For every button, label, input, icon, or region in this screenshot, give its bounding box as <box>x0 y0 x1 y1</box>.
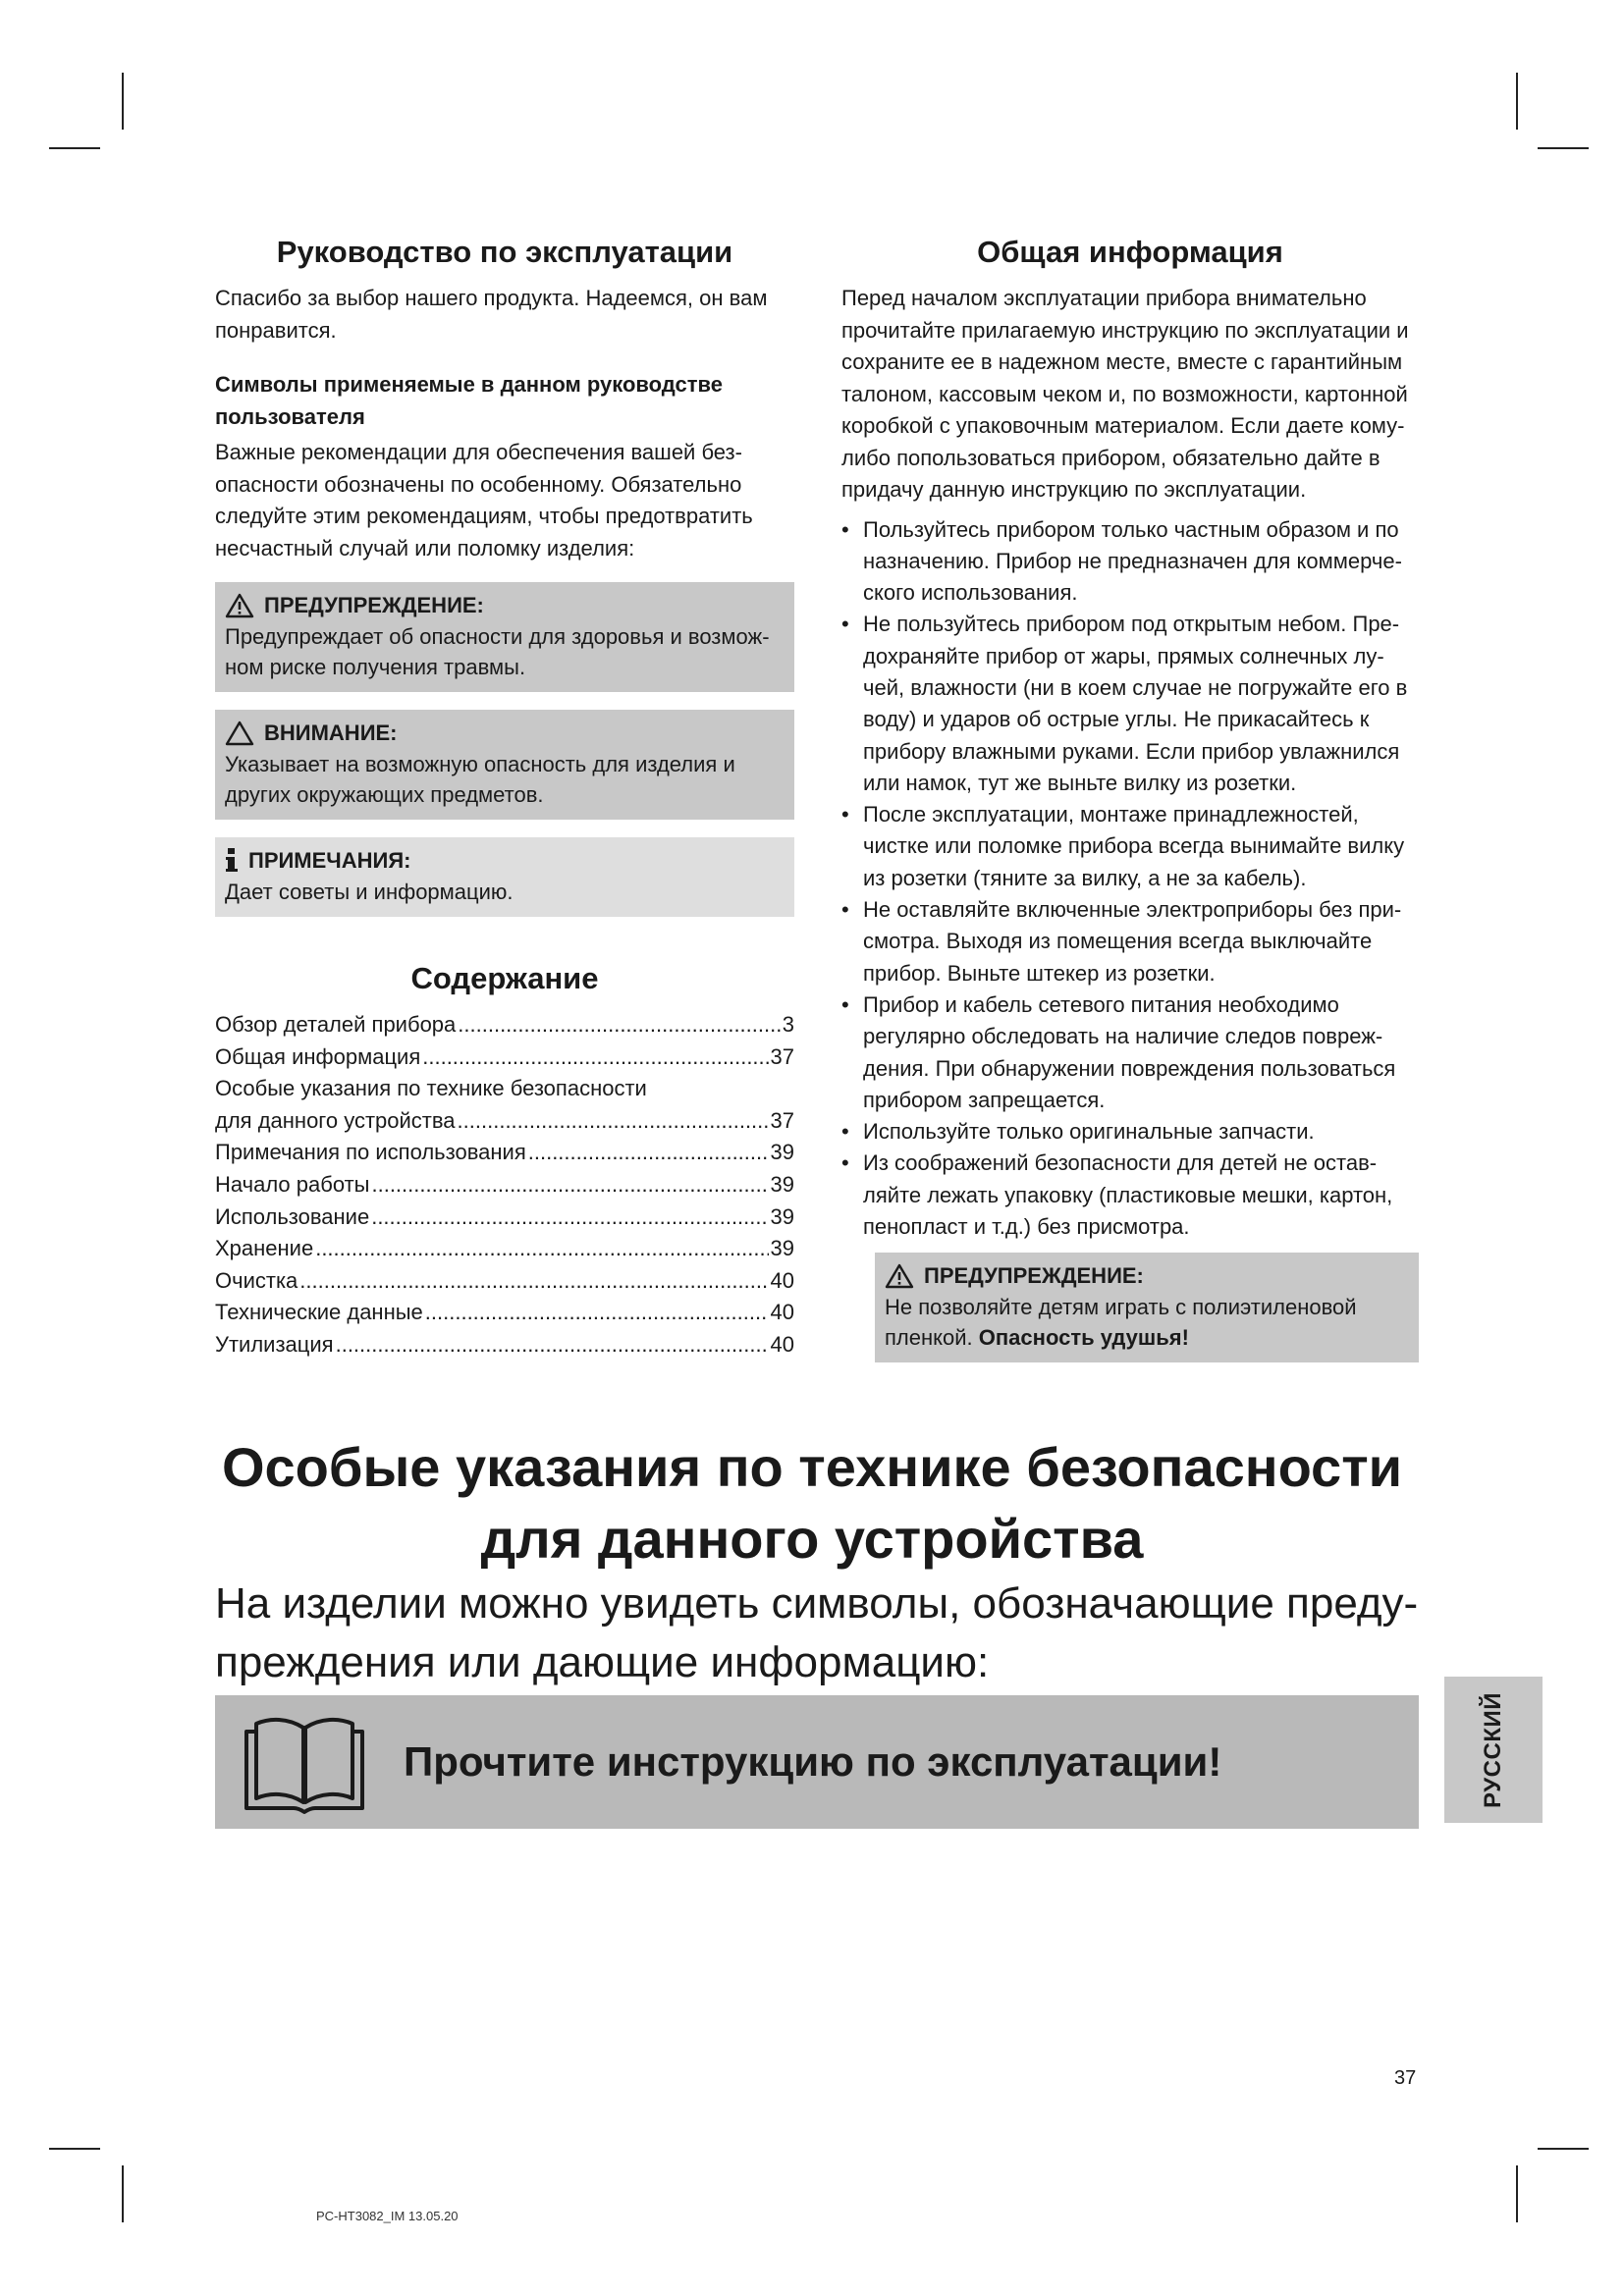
open-book-icon <box>231 1708 378 1816</box>
note-box <box>215 837 794 917</box>
caution-box <box>215 710 794 820</box>
toc-row[interactable] <box>215 1105 794 1138</box>
suffocation-warning-box <box>875 1253 1419 1362</box>
toc-row[interactable] <box>215 1009 794 1041</box>
language-tab <box>1444 1677 1543 1823</box>
toc-page: 39 <box>770 1203 794 1229</box>
language-label: РУССКИЙ <box>1480 1691 1506 1808</box>
safety-title-line: Особые указания по технике безопасности <box>221 1436 1403 1498</box>
symbols-text: Важные рекомендации для обеспечения вашей без-опасности обозначены по особенному. Обязательно следуйте этим рекомендациям, чтобы предотвратить несчастный случай или поломку изделия: <box>215 440 753 561</box>
toc-label: Общая информация <box>215 1043 421 1069</box>
info-icon <box>225 848 239 874</box>
toc-row[interactable] <box>215 1201 794 1234</box>
toc-label: Особые указания по технике безопасности <box>215 1076 647 1101</box>
toc-label: Технические данные <box>215 1300 423 1325</box>
crop-mark <box>49 2148 100 2150</box>
read-manual-box <box>215 1695 1419 1829</box>
list-item: • Не оставляйте включенные электроприборы без при-смотра. Выходя из помещения всегда выключайте прибор. Выньте штекер из розетки. <box>841 897 1402 986</box>
caution-triangle-icon <box>225 721 254 746</box>
toc-label: Утилизация <box>215 1331 334 1357</box>
safety-subtitle: На изделии можно увидеть символы, обозначающие преду-преждения или дающие информацию: <box>215 1579 1419 1686</box>
crop-mark <box>1538 2148 1589 2150</box>
warning-box <box>215 582 794 692</box>
footer-code: PC-HT3082_IM 13.05.20 <box>316 2209 459 2223</box>
toc-row[interactable] <box>215 1137 794 1169</box>
toc-page: 39 <box>770 1140 794 1165</box>
warning-text: Предупреждает об опасности для здоровья и возмож-ном риске получения травмы. <box>225 624 770 679</box>
safety-bullets <box>841 514 1419 1244</box>
toc-label: Хранение <box>215 1236 314 1261</box>
toc-page: 40 <box>770 1331 794 1357</box>
toc-row[interactable] <box>215 1329 794 1362</box>
manual-title: Руководство по эксплуатации <box>276 235 733 269</box>
list-item: • Не пользуйтесь прибором под открытым небом. Пре-дохраняйте прибор от жары, прямых солнечных лу-чей, влажности (ни в коем случае не погружайте его в воду) и ударов об острые углы. Не прикасайтесь к прибору влажными руками. Если прибор увлажнился или намок, тут же выньте вилку из розетки. <box>841 612 1408 795</box>
note-title: ПРИМЕЧАНИЯ: <box>248 848 411 873</box>
page-number: 37 <box>1394 2067 1417 2089</box>
list-item: • После эксплуатации, монтаже принадлежностей, чистке или поломке прибора всегда вынимайте вилку из розетки (тяните за вилку, а не за кабель). <box>841 802 1405 890</box>
crop-mark <box>1516 73 1518 130</box>
right-column <box>841 234 1419 1362</box>
toc-row[interactable] <box>215 1233 794 1265</box>
list-item: • Из соображений безопасности для детей не остав-ляйте лежать упаковку (пластиковые мешки, картон, пенопласт и т.д.) без присмотра. <box>841 1150 1393 1240</box>
caution-text: Указывает на возможную опасность для изделия и других окружающих предметов. <box>225 752 735 807</box>
thanks-text: Спасибо за выбор нашего продукта. Надеемся, он вам понравится. <box>215 286 768 343</box>
toc-row[interactable] <box>215 1265 794 1298</box>
safety-title <box>147 1431 1477 1575</box>
table-of-contents <box>215 1009 794 1362</box>
note-text: Дает советы и информацию. <box>225 880 514 904</box>
toc-page: 3 <box>782 1012 794 1037</box>
toc-label: для данного устройства <box>215 1107 456 1133</box>
toc-page: 39 <box>770 1236 794 1261</box>
list-item: • Прибор и кабель сетевого питания необходимо регулярно обследовать на наличие следов повреж-дения. При обнаружении повреждения пользоваться прибором запрещается. <box>841 991 1396 1112</box>
toc-label: Очистка <box>215 1267 298 1293</box>
toc-page: 40 <box>770 1267 794 1293</box>
general-title: Общая информация <box>977 235 1283 269</box>
warning-emphasis: Опасность удушья! <box>978 1325 1189 1351</box>
warning-triangle-icon <box>885 1263 914 1289</box>
list-item: • Пользуйтесь прибором только частным образом и по назначению. Прибор не предназначен для коммерче-ского использования. <box>841 516 1402 606</box>
crop-mark <box>122 73 124 130</box>
toc-page: 37 <box>770 1043 794 1069</box>
general-text: Перед началом эксплуатации прибора внимательно прочитайте прилагаемую инструкцию по эксплуатации и сохраните ее в надежном месте, вместе с гарантийным талоном, кассовым чеком и, по возможности, картонной коробкой с упаковочным материалом. Если даете кому-либо попользоваться прибором, обязательно дайте в придачу данную инструкцию по эксплуатации. <box>841 286 1409 502</box>
warning-triangle-icon <box>225 593 254 618</box>
toc-label: Обзор деталей прибора <box>215 1012 457 1037</box>
toc-row[interactable] <box>215 1041 794 1074</box>
symbols-heading: Символы применяемые в данном руководстве пользователя <box>215 372 723 429</box>
caution-title: ВНИМАНИЕ: <box>264 721 398 745</box>
toc-page: 40 <box>770 1300 794 1325</box>
toc-label: Примечания по использования <box>215 1140 526 1165</box>
toc-page: 39 <box>770 1171 794 1197</box>
left-column <box>215 234 794 1362</box>
warning-title: ПРЕДУПРЕЖДЕНИЕ: <box>264 593 484 617</box>
toc-row[interactable] <box>215 1297 794 1329</box>
crop-mark <box>1538 147 1589 149</box>
safety-title-line: для данного устройства <box>480 1508 1144 1570</box>
crop-mark <box>122 2165 124 2222</box>
crop-mark <box>49 147 100 149</box>
list-item: • Используйте только оригинальные запчасти. <box>841 1119 1315 1145</box>
warning-text: Не позволяйте детям играть с полиэтиленовой пленкой. <box>885 1295 1357 1351</box>
toc-row[interactable] <box>215 1169 794 1201</box>
toc-label: Использование <box>215 1203 370 1229</box>
toc-title: Содержание <box>410 961 599 995</box>
toc-label: Начало работы <box>215 1171 370 1197</box>
crop-mark <box>1516 2165 1518 2222</box>
toc-page: 37 <box>770 1107 794 1133</box>
warning-title: ПРЕДУПРЕЖДЕНИЕ: <box>924 1263 1144 1289</box>
toc-row[interactable] <box>215 1073 794 1105</box>
read-manual-text: Прочтите инструкцию по эксплуатации! <box>404 1738 1222 1785</box>
